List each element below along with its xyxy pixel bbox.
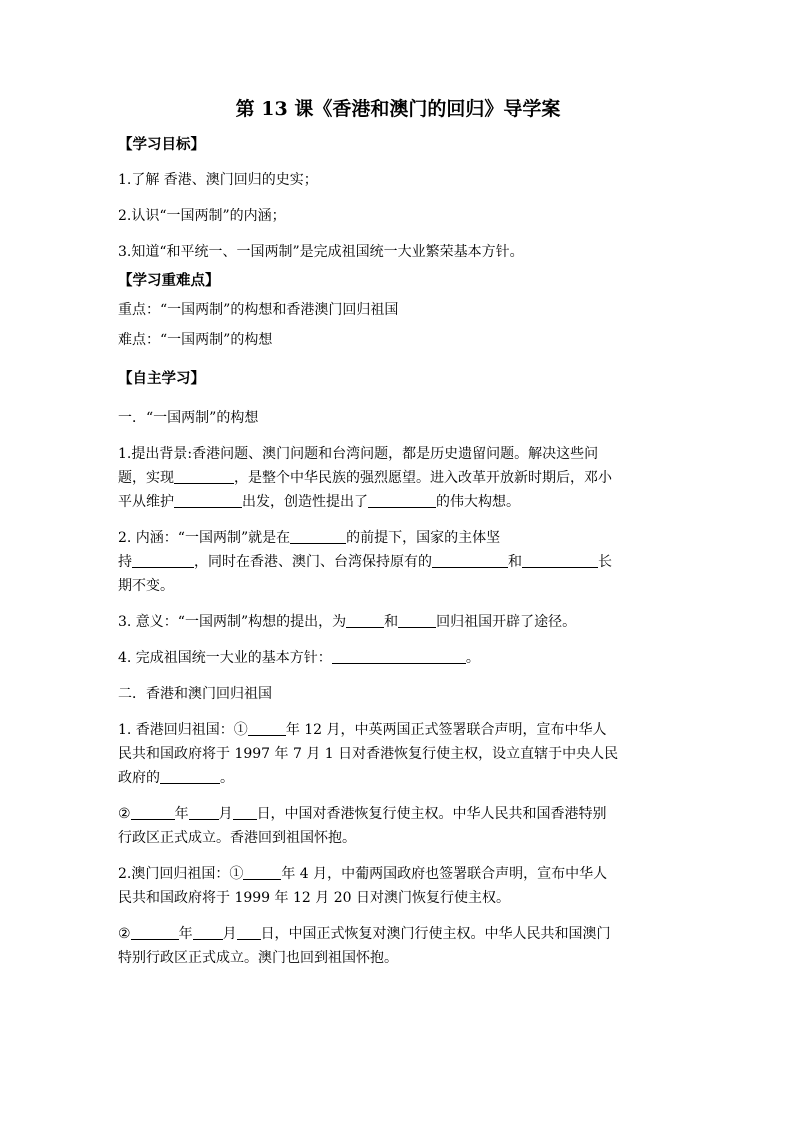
- answer-blank[interactable]: [237, 924, 261, 940]
- answer-blank[interactable]: [346, 612, 384, 628]
- answer-blank[interactable]: [368, 492, 436, 508]
- selfstudy-heading: 【自主学习】: [118, 370, 205, 387]
- hongkong-paragraph-2: ② 年 月 日，中国对香港恢复行使主权。中华人民共和国香港特别 行政区正式成立。香港回到祖国怀抱。: [118, 806, 607, 846]
- answer-blank[interactable]: [243, 864, 281, 880]
- answer-blank[interactable]: [189, 804, 219, 820]
- answer-blank[interactable]: [160, 768, 220, 784]
- background-paragraph: 1.提出背景:香港问题、澳门问题和台湾问题，都是历史遗留问题。解决这些问 题，实现 ，是整个中华民族的强烈愿望。进入改革开放新时期后，邓小 平从维护 出发，创造性提出了 的伟大构想。: [118, 446, 612, 510]
- difficulty-line: 难点：“一国两制”的构想: [118, 332, 273, 348]
- answer-blank[interactable]: [193, 924, 223, 940]
- part2-title: 二．香港和澳门回归祖国: [118, 686, 272, 702]
- answer-blank[interactable]: [131, 804, 175, 820]
- answer-blank[interactable]: [174, 468, 234, 484]
- answer-blank[interactable]: [174, 492, 242, 508]
- answer-blank[interactable]: [132, 552, 194, 568]
- macao-paragraph-2: ② 年 月 日，中国正式恢复对澳门行使主权。中华人民共和国澳门 特别行政区正式成立。澳门也回到祖国怀抱。: [118, 926, 611, 966]
- focus-line: 重点：“一国两制”的构想和香港澳门回归祖国: [118, 302, 399, 318]
- macao-paragraph-1: 2.澳门回归祖国：① 年 4 月，中葡两国政府也签署联合声明，宣布中华人 民共和国政府将于 1999 年 12 月 20 日对澳门恢复行使主权。: [118, 866, 608, 906]
- policy-paragraph: 4. 完成祖国统一大业的基本方针： 。: [118, 650, 480, 666]
- goal-item-2: 2.认识“一国两制”的内涵；: [118, 208, 286, 224]
- answer-blank[interactable]: [290, 528, 346, 544]
- answer-blank[interactable]: [522, 552, 598, 568]
- answer-blank[interactable]: [233, 804, 257, 820]
- answer-blank[interactable]: [332, 648, 466, 664]
- part1-title: 一．“一国两制”的构想: [118, 410, 259, 426]
- connotation-paragraph: 2. 内涵：“一国两制”就是在 的前提下，国家的主体坚 持 ，同时在香港、澳门、台湾保持原有的 和 长 期不变。: [118, 530, 612, 594]
- goal-item-1: 1.了解 香港、澳门回归的史实；: [118, 172, 318, 188]
- page-title: 第 13 课《香港和澳门的回归》导学案: [235, 98, 561, 120]
- keypoints-heading: 【学习重难点】: [118, 272, 220, 289]
- answer-blank[interactable]: [248, 720, 286, 736]
- significance-paragraph: 3. 意义：“一国两制”构想的提出，为 和 回归祖国开辟了途径。: [118, 614, 577, 630]
- answer-blank[interactable]: [432, 552, 508, 568]
- answer-blank[interactable]: [131, 924, 179, 940]
- goal-item-3: 3.知道“和平统一、一国两制”是完成祖国统一大业繁荣基本方针。: [118, 244, 524, 260]
- answer-blank[interactable]: [398, 612, 436, 628]
- goals-heading: 【学习目标】: [118, 136, 205, 153]
- worksheet-page: [118, 96, 678, 970]
- hongkong-paragraph-1: 1. 香港回归祖国：① 年 12 月，中英两国正式签署联合声明，宣布中华人 民共和国政府将于 1997 年 7 月 1 日对香港恢复行使主权，设立直辖于中央人民 政府的 。: [118, 722, 619, 786]
